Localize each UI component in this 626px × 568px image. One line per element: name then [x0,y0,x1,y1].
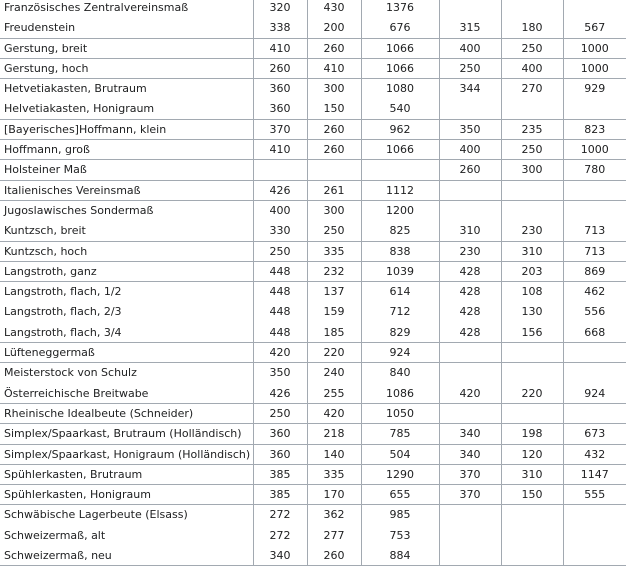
value-cell-c3: 1080 [361,79,439,99]
table-row [0,485,626,505]
value-cell-c2: 140 [307,444,361,464]
value-cell-c3: 1376 [361,0,439,18]
value-cell-c1: 360 [253,444,307,464]
frame-name-cell: [Bayerisches]Hoffmann, klein [0,119,253,139]
value-cell-c4 [439,505,501,525]
value-cell-c2: 260 [307,119,361,139]
value-cell-c6 [563,546,626,566]
frame-name-cell: Langstroth, flach, 2/3 [0,302,253,322]
value-cell-c5: 220 [501,383,563,403]
value-cell-c4: 260 [439,160,501,180]
value-cell-c3: 753 [361,525,439,545]
frame-name-cell: Holsteiner Maß [0,160,253,180]
value-cell-c5 [501,0,563,18]
value-cell-c3: 614 [361,282,439,302]
value-cell-c4: 370 [439,485,501,505]
table-row [0,444,626,464]
value-cell-c5 [501,343,563,363]
value-cell-c1: 360 [253,424,307,444]
value-cell-c2: 170 [307,485,361,505]
value-cell-c4: 428 [439,282,501,302]
value-cell-c6: 713 [563,241,626,261]
value-cell-c3: 924 [361,343,439,363]
table-row [0,140,626,160]
frame-name-cell: Schweizermaß, alt [0,525,253,545]
table-row [0,322,626,342]
value-cell-c2: 232 [307,261,361,281]
value-cell-c2: 255 [307,383,361,403]
value-cell-c3: 1086 [361,383,439,403]
value-cell-c1: 426 [253,180,307,200]
table-row [0,99,626,119]
value-cell-c5 [501,546,563,566]
value-cell-c5: 130 [501,302,563,322]
value-cell-c5 [501,525,563,545]
table-row [0,424,626,444]
value-cell-c5: 250 [501,38,563,58]
value-cell-c6: 1000 [563,38,626,58]
value-cell-c4: 370 [439,464,501,484]
value-cell-c1: 250 [253,241,307,261]
value-cell-c2: 300 [307,79,361,99]
table-row [0,200,626,220]
value-cell-c4: 350 [439,119,501,139]
value-cell-c5 [501,99,563,119]
value-cell-c1: 250 [253,403,307,423]
value-cell-c3: 1039 [361,261,439,281]
value-cell-c3 [361,160,439,180]
table-row [0,221,626,241]
value-cell-c4 [439,180,501,200]
value-cell-c1: 350 [253,363,307,383]
table-row [0,160,626,180]
value-cell-c1: 338 [253,18,307,38]
table-row [0,261,626,281]
value-cell-c3: 840 [361,363,439,383]
value-cell-c4 [439,200,501,220]
frame-name-cell: Simplex/Spaarkast, Brutraum (Holländisch) [0,424,253,444]
value-cell-c4 [439,343,501,363]
value-cell-c5: 310 [501,464,563,484]
value-cell-c3: 1050 [361,403,439,423]
value-cell-c3: 504 [361,444,439,464]
value-cell-c2: 335 [307,464,361,484]
value-cell-c2: 185 [307,322,361,342]
value-cell-c2: 240 [307,363,361,383]
table-row [0,302,626,322]
value-cell-c1: 385 [253,485,307,505]
value-cell-c5: 203 [501,261,563,281]
table-row [0,241,626,261]
table-row [0,282,626,302]
value-cell-c3: 540 [361,99,439,119]
value-cell-c1: 448 [253,261,307,281]
value-cell-c2: 250 [307,221,361,241]
value-cell-c3: 785 [361,424,439,444]
value-cell-c1: 448 [253,282,307,302]
value-cell-c6: 823 [563,119,626,139]
value-cell-c4: 340 [439,444,501,464]
value-cell-c6: 780 [563,160,626,180]
value-cell-c6 [563,99,626,119]
frame-name-cell: Jugoslawisches Sondermaß [0,200,253,220]
value-cell-c6: 673 [563,424,626,444]
value-cell-c2: 260 [307,546,361,566]
value-cell-c2: 430 [307,0,361,18]
value-cell-c3: 712 [361,302,439,322]
value-cell-c2: 137 [307,282,361,302]
value-cell-c3: 829 [361,322,439,342]
value-cell-c6: 929 [563,79,626,99]
value-cell-c6: 432 [563,444,626,464]
value-cell-c4: 400 [439,38,501,58]
value-cell-c1: 400 [253,200,307,220]
value-cell-c4 [439,546,501,566]
value-cell-c2: 261 [307,180,361,200]
table-row [0,18,626,38]
value-cell-c3: 655 [361,485,439,505]
value-cell-c3: 676 [361,18,439,38]
value-cell-c2: 335 [307,241,361,261]
value-cell-c4: 420 [439,383,501,403]
value-cell-c6 [563,505,626,525]
value-cell-c4: 230 [439,241,501,261]
value-cell-c5: 235 [501,119,563,139]
value-cell-c6 [563,363,626,383]
value-cell-c6: 462 [563,282,626,302]
value-cell-c6: 1000 [563,140,626,160]
frame-name-cell: Schweizermaß, neu [0,546,253,566]
value-cell-c6 [563,403,626,423]
value-cell-c6: 1147 [563,464,626,484]
value-cell-c6: 567 [563,18,626,38]
value-cell-c1: 426 [253,383,307,403]
value-cell-c4 [439,0,501,18]
table-row [0,180,626,200]
frame-name-cell: Helvetiakasten, Honigraum [0,99,253,119]
value-cell-c1: 385 [253,464,307,484]
frame-name-cell: Lüfteneggermaß [0,343,253,363]
value-cell-c5 [501,505,563,525]
frame-name-cell: Österreichische Breitwabe [0,383,253,403]
value-cell-c1: 330 [253,221,307,241]
frame-name-cell: Gerstung, breit [0,38,253,58]
value-cell-c2: 220 [307,343,361,363]
table-row [0,79,626,99]
value-cell-c3: 838 [361,241,439,261]
value-cell-c5: 120 [501,444,563,464]
frame-name-cell: Meisterstock von Schulz [0,363,253,383]
value-cell-c1: 370 [253,119,307,139]
frame-name-cell: Rheinische Idealbeute (Schneider) [0,403,253,423]
value-cell-c5 [501,200,563,220]
value-cell-c6: 668 [563,322,626,342]
value-cell-c4 [439,525,501,545]
value-cell-c6: 713 [563,221,626,241]
frame-name-cell: Kuntzsch, hoch [0,241,253,261]
frame-name-cell: Schwäbische Lagerbeute (Elsass) [0,505,253,525]
value-cell-c5: 156 [501,322,563,342]
value-cell-c6 [563,525,626,545]
frame-name-cell: Langstroth, ganz [0,261,253,281]
value-cell-c4: 400 [439,140,501,160]
value-cell-c5 [501,403,563,423]
table-row [0,58,626,78]
table-row [0,403,626,423]
value-cell-c5: 270 [501,79,563,99]
value-cell-c2: 159 [307,302,361,322]
value-cell-c2: 218 [307,424,361,444]
frame-name-cell: Gerstung, hoch [0,58,253,78]
frame-name-cell: Spühlerkasten, Honigraum [0,485,253,505]
value-cell-c1: 410 [253,140,307,160]
value-cell-c2: 410 [307,58,361,78]
value-cell-c2: 150 [307,99,361,119]
table-row [0,0,626,18]
table-row [0,363,626,383]
value-cell-c4: 344 [439,79,501,99]
table-row [0,464,626,484]
table-row [0,546,626,566]
value-cell-c1: 420 [253,343,307,363]
value-cell-c5: 108 [501,282,563,302]
value-cell-c5: 300 [501,160,563,180]
value-cell-c5: 400 [501,58,563,78]
value-cell-c6: 556 [563,302,626,322]
value-cell-c3: 1112 [361,180,439,200]
value-cell-c5: 150 [501,485,563,505]
value-cell-c1: 360 [253,99,307,119]
value-cell-c1: 272 [253,505,307,525]
value-cell-c1: 320 [253,0,307,18]
value-cell-c2: 300 [307,200,361,220]
value-cell-c6 [563,180,626,200]
value-cell-c3: 1066 [361,140,439,160]
value-cell-c2: 362 [307,505,361,525]
value-cell-c4: 428 [439,261,501,281]
value-cell-c4: 428 [439,302,501,322]
value-cell-c1 [253,160,307,180]
value-cell-c4: 315 [439,18,501,38]
value-cell-c1: 340 [253,546,307,566]
value-cell-c1: 260 [253,58,307,78]
table-row [0,119,626,139]
value-cell-c1: 360 [253,79,307,99]
table-row [0,38,626,58]
table-row [0,505,626,525]
value-cell-c3: 1290 [361,464,439,484]
value-cell-c6: 924 [563,383,626,403]
value-cell-c4: 250 [439,58,501,78]
value-cell-c3: 825 [361,221,439,241]
value-cell-c3: 1066 [361,38,439,58]
value-cell-c5 [501,180,563,200]
value-cell-c3: 1200 [361,200,439,220]
value-cell-c4 [439,403,501,423]
value-cell-c2: 260 [307,140,361,160]
value-cell-c4: 428 [439,322,501,342]
value-cell-c1: 448 [253,322,307,342]
value-cell-c5: 198 [501,424,563,444]
value-cell-c4: 340 [439,424,501,444]
value-cell-c6 [563,200,626,220]
value-cell-c1: 448 [253,302,307,322]
value-cell-c4 [439,363,501,383]
value-cell-c2: 260 [307,38,361,58]
frame-name-cell: Italienisches Vereinsmaß [0,180,253,200]
table-row [0,343,626,363]
value-cell-c3: 962 [361,119,439,139]
table-row [0,525,626,545]
value-cell-c5 [501,363,563,383]
frame-name-cell: Langstroth, flach, 1/2 [0,282,253,302]
value-cell-c2: 200 [307,18,361,38]
frame-name-cell: Hetvetiakasten, Brutraum [0,79,253,99]
table-row [0,383,626,403]
frame-name-cell: Französisches Zentralvereinsmaß [0,0,253,18]
value-cell-c5: 230 [501,221,563,241]
value-cell-c4 [439,99,501,119]
value-cell-c5: 310 [501,241,563,261]
frame-name-cell: Spühlerkasten, Brutraum [0,464,253,484]
value-cell-c2: 420 [307,403,361,423]
frame-name-cell: Freudenstein [0,18,253,38]
value-cell-c5: 180 [501,18,563,38]
value-cell-c2 [307,160,361,180]
value-cell-c4: 310 [439,221,501,241]
value-cell-c6: 869 [563,261,626,281]
value-cell-c2: 277 [307,525,361,545]
frame-name-cell: Simplex/Spaarkast, Honigraum (Holländisch) [0,444,253,464]
value-cell-c6: 555 [563,485,626,505]
value-cell-c1: 410 [253,38,307,58]
value-cell-c6 [563,343,626,363]
value-cell-c1: 272 [253,525,307,545]
value-cell-c3: 884 [361,546,439,566]
value-cell-c5: 250 [501,140,563,160]
value-cell-c3: 985 [361,505,439,525]
value-cell-c6: 1000 [563,58,626,78]
frame-name-cell: Langstroth, flach, 3/4 [0,322,253,342]
value-cell-c6 [563,0,626,18]
value-cell-c3: 1066 [361,58,439,78]
frame-name-cell: Kuntzsch, breit [0,221,253,241]
frame-name-cell: Hoffmann, groß [0,140,253,160]
